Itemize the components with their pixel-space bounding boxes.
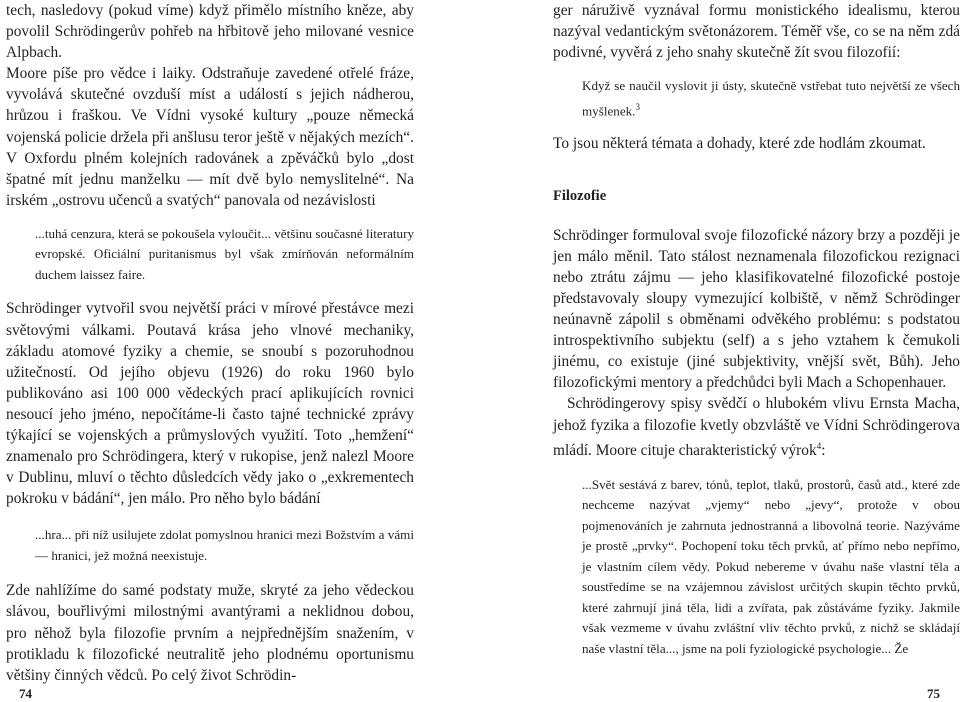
right-paragraph-3: Schrödinger formuloval svoje filozofické názory brzy a později je jen málo měnil. Tato stálost neznamenala filozofickou rezignaci nebo ztrátu zájmu — jeho klasifikovatelné filozofické postoje představovaly sloupy vymezující kolbiště, v němž Schrödinger neúnavně zápolil s obměnami odvěkého problému: s podstatou introspektivního subjektu (self) a s jeho vztahem k čemukoli jinému, co existuje (jiné subjektivity, vnější svět, Bůh). Jeho filozofickými mentory a předchůdci byli Mach a Schopenhauer. [553, 226, 960, 392]
right-paragraph-2: To jsou některá témata a dohady, které zde hodlám zkoumat. [553, 134, 926, 152]
right-paragraph-4-text: Schrödingerovy spisy svědčí o hlubokém vlivu Ernsta Macha, jehož fyzika a filozofie kvetly obzvláště ve Vídni Schrödingerova mládí. Moore cituje charakteristický výrok [553, 395, 960, 459]
left-page-column [6, 0, 414, 686]
left-paragraph-1: tech, nasledovy (pokud víme) když přimělo místního kněze, aby povolil Schrödingerův pohřeb na hřbitově jeho milované vesnice Alpbach. [6, 2, 414, 62]
right-paragraph-4-colon: : [821, 441, 826, 459]
left-paragraph-4: Zde nahlížíme do samé podstaty muže, skryté za jeho vědeckou slávou, bouřlivými milostnými avantýrami a neklidnou dobou, pro něhož byla filozofie prvním a nejpřednějším snažením, v protikladu k filozofické neutralitě jeho plodnému oportunismu většiny činných vědců. Po celý život Schrödin- [6, 582, 414, 684]
left-paragraph-2: Moore píše pro vědce i laiky. Odstraňuje zavedené otřelé fráze, vyvolává skutečné ovzduší míst a událostí s jejich nádherou, hrůzou i fraškou. Ve Vídni vysoké kultury „pouze německá vojenská policie držela při anšlusu teror ještě v nějakých mezích“. V Oxfordu plném kolejních radovánek a zpěváčků bylo „dost špatné mít jednu manželku — mít dvě bylo nemyslitelné“. Na irském „ostrovu učenců a svatých“ panovala od nezávislosti [6, 65, 414, 209]
right-paragraph-1: ger náruživě vyznával formu monistického idealismu, kterou nazýval vedantickým světonázorem. Téměř vše, co se na něm zdá podivné, vyvěrá z jeho snahy skutečně žít svou filozofií: [553, 2, 960, 62]
footnote-ref-3: 3 [635, 101, 640, 112]
left-page-number: 74 [19, 686, 32, 701]
section-heading: Filozofie [553, 187, 607, 204]
left-paragraph-3: Schrödinger vytvořil svou největší práci v mírové přestávce mezi světovými válkami. Poutavá krása jeho vlnové mechaniky, základu atomové fyziky a chemie, se snoubí s pozoruhodnou užitečností. Od jejího objevu (1926) do roku 1960 bylo publikováno asi 100 000 vědeckých prací aplikujících rovnici nesoucí jeho jméno, nepočítáme-li často tajné technické zprávy týkající se vojenských a průmyslových využití. Toto „hemžení“ znamenalo pro Schrödingera, který v rukopise, jenž nalezl Moore v Dublinu, mluví o těchto důsledcích vědy jako o „exkrementech pokroku v bádání“, jen málo. Pro něho bylo bádání [6, 300, 414, 508]
right-page-number: 75 [927, 686, 940, 701]
right-quote-1-text: Když se naučil vyslovit ji ústy, skutečně vstřebat tuto největší ze všech myšlenek. [582, 78, 960, 119]
right-paragraph-4 [553, 393, 960, 460]
left-quote-1: ...tuhá cenzura, která se pokoušela vyloučit... většinu současné literatury evropské. Oficiální puritanismus byl však zmírňován neformálním duchem laissez faire. [35, 225, 414, 282]
right-quote-1 [582, 76, 960, 121]
right-page-column [553, 0, 960, 659]
right-quote-2: ...Svět sestává z barev, tónů, teplot, tlaků, prostorů, časů atd., které zde nechceme nazývat „vjemy“ nebo „jevy“, protože v obou pojmenováních je zahrnuta jednostranná a libovolná teorie. Nazýváme je prostě „prvky“. Pochopení toku těch prvků, ať přímo nebo nepřímo, je vlastním cílem vědy. Pokud nebereme v úvahu naše vlastní těla a soustředíme se na vzájemnou závislost určitých skupin těchto prvků, které zahrnují jiná těla, lidi a zvířata, pak zůstáváme fyziky. Jakmile však vezmeme v úvahu zvláštní vliv těchto prvků, z nichž se skládají naše vlastní těla..., jsme na poli fyziologické psychologie... Že [582, 476, 960, 656]
left-quote-2: ...hra... při níž usilujete zdolat pomyslnou hranici mezi Božstvím a vámi — hranici, jež možná neexistuje. [35, 527, 414, 563]
footnote-ref-4: 4 [816, 440, 822, 451]
